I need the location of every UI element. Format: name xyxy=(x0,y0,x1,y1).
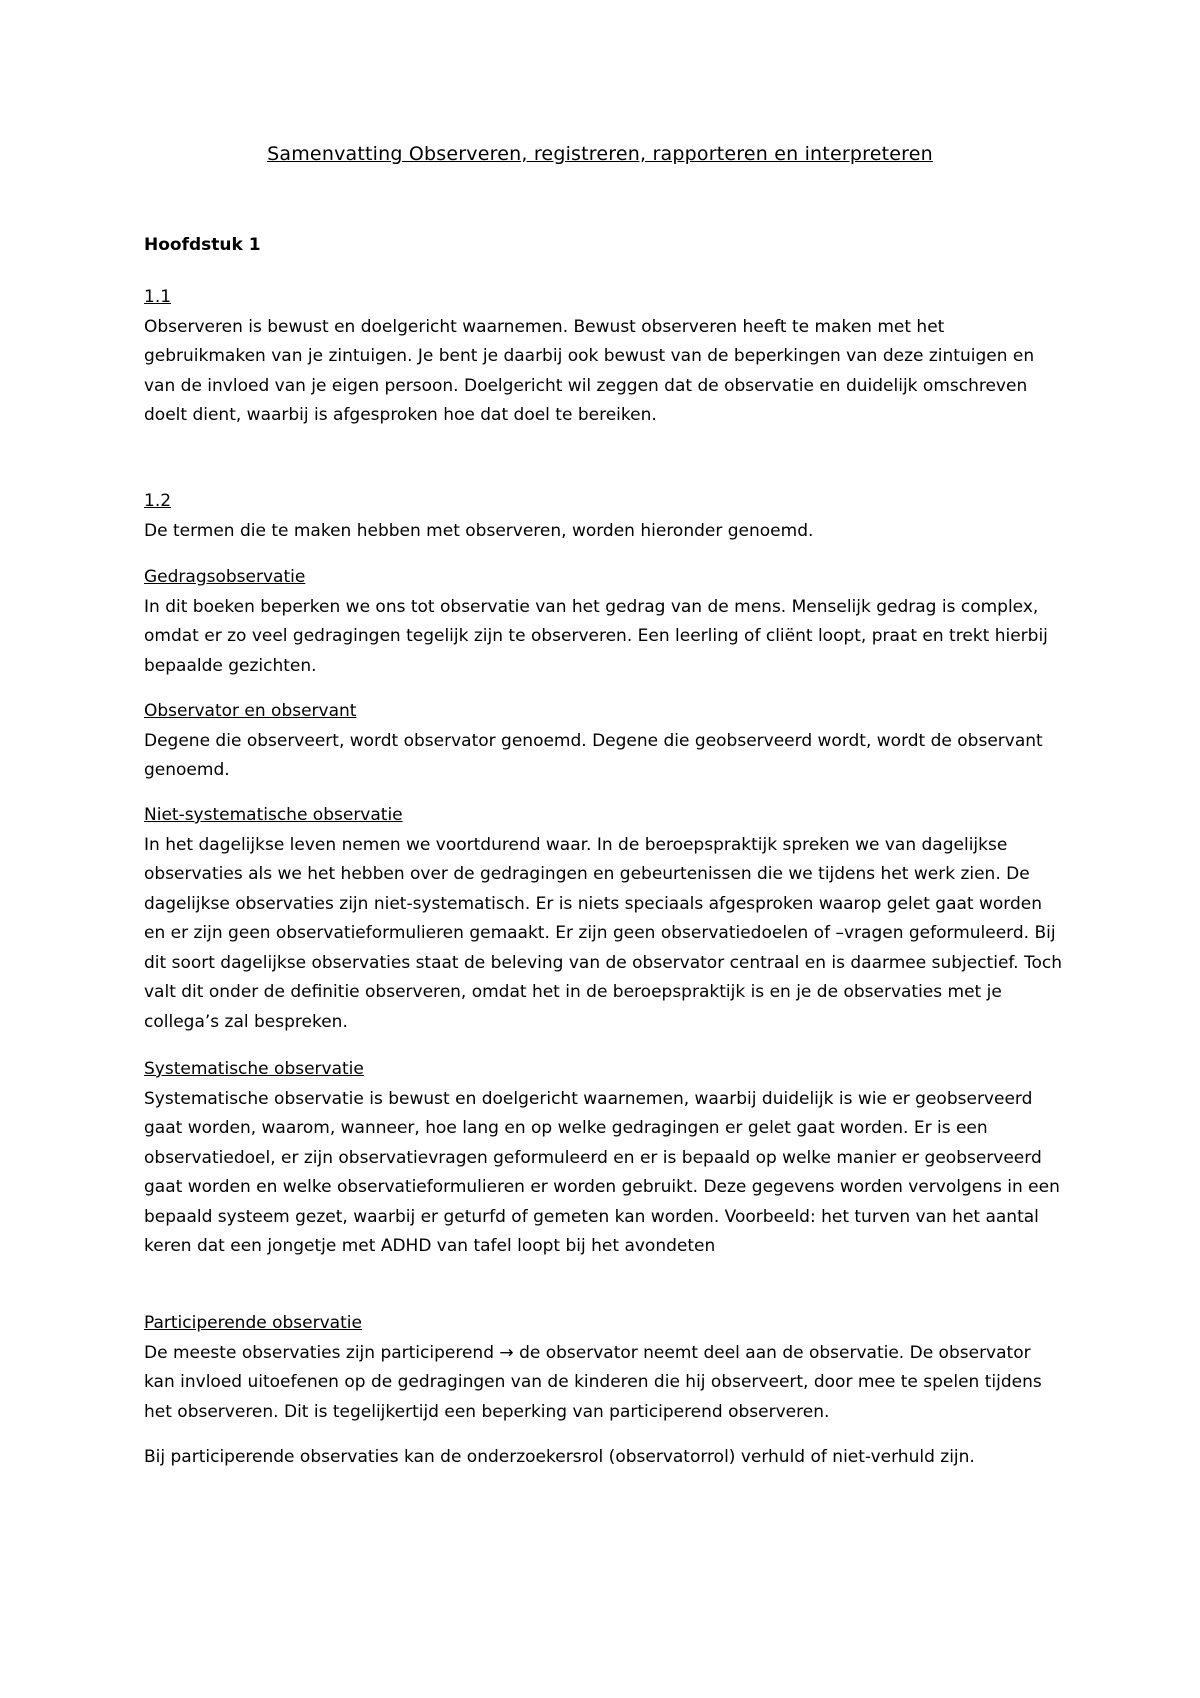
term-text-before: De meeste observaties zijn participerend xyxy=(144,1342,494,1363)
arrow-icon: → xyxy=(499,1342,514,1363)
term-systematische-observatie xyxy=(144,1055,1064,1262)
term-text-after: de observator neemt deel aan de observatie. De observator kan invloed uitoefenen op de gedragingen van de kinderen die hij observeert, door mee te spelen tijdens het observeren. Dit is tegelijkertijd een beperking van participerend observeren. xyxy=(144,1342,1042,1422)
section-text: De termen die te maken hebben met observeren, worden hieronder genoemd. xyxy=(144,520,814,541)
section-1-2 xyxy=(144,487,1064,546)
term-participerende-extra xyxy=(144,1443,1064,1473)
section-number: 1.1 xyxy=(144,287,172,307)
term-niet-systematische-observatie xyxy=(144,801,1064,1037)
section-text: Observeren is bewust en doelgericht waarnemen. Bewust observeren heeft te maken met het gebruikmaken van je zintuigen. Je bent je daarbij ook bewust van de beperkingen van deze zintuigen en van de invloed van je eigen persoon. Doelgericht wil zeggen dat de observatie en duidelijk omschreven doelt dient, waarbij is afgesproken hoe dat doel te bereiken. xyxy=(144,316,1035,425)
term-text xyxy=(144,1339,1064,1428)
section-1-1 xyxy=(144,283,1064,431)
term-text: Bij participerende observaties kan de onderzoekersrol (observatorrol) verhuld of niet-verhuld zijn. xyxy=(144,1447,975,1467)
term-heading: Observator en observant xyxy=(144,701,357,721)
term-text: Systematische observatie is bewust en doelgericht waarnemen, waarbij duidelijk is wie er geobserveerd gaat worden, waarom, wanneer, hoe lang en op welke gedragingen er gelet gaat worden. Er is een observatiedoel, er zijn observatievragen geformuleerd en er is bepaald op welke manier er geobserveerd gaat worden en welke observatieformulieren er worden gebruikt. Deze gegevens worden vervolgens in een bepaald systeem gezet, waarbij er geturfd of gemeten kan worden. Voorbeeld: het turven van het aantal keren dat een jongetje met ADHD van tafel loopt bij het avondeten xyxy=(144,1088,1060,1256)
term-heading: Participerende observatie xyxy=(144,1313,362,1333)
term-observator-observant xyxy=(144,697,1064,786)
term-heading: Niet-systematische observatie xyxy=(144,805,403,825)
term-heading: Gedragsobservatie xyxy=(144,567,306,587)
term-gedragsobservatie xyxy=(144,563,1064,681)
term-heading: Systematische observatie xyxy=(144,1059,364,1079)
chapter-heading: Hoofdstuk 1 xyxy=(144,235,261,255)
term-text: In dit boeken beperken we ons tot observatie van het gedrag van de mens. Menselijk gedrag is complex, omdat er zo veel gedragingen tegelijk zijn te observeren. Een leerling of cliënt loopt, praat en trekt hierbij bepaalde gezichten. xyxy=(144,596,1048,676)
section-number: 1.2 xyxy=(144,491,172,511)
term-text: Degene die observeert, wordt observator genoemd. Degene die geobserveerd wordt, wordt de observant genoemd. xyxy=(144,730,1043,780)
term-text: In het dagelijkse leven nemen we voortdurend waar. In de beroepspraktijk spreken we van dagelijkse observaties als we het hebben over de gedragingen en gebeurtenissen die we tijdens het werk zien. De dagelijkse observaties zijn niet-systematisch. Er is niets speciaals afgesproken waarop gelet gaat worden en er zijn geen observatieformulieren gemaakt. Er zijn geen observatiedoelen of –vragen geformuleerd. Bij dit soort dagelijkse observaties staat de beleving van de observator centraal en is daarmee subjectief. Toch valt dit onder de definitie observeren, omdat het in de beroepspraktijk is en je de observaties met je collega’s zal bespreken. xyxy=(144,834,1062,1032)
term-participerende-observatie xyxy=(144,1309,1064,1427)
document-title: Samenvatting Observeren, registreren, rapporteren en interpreteren xyxy=(267,143,933,165)
